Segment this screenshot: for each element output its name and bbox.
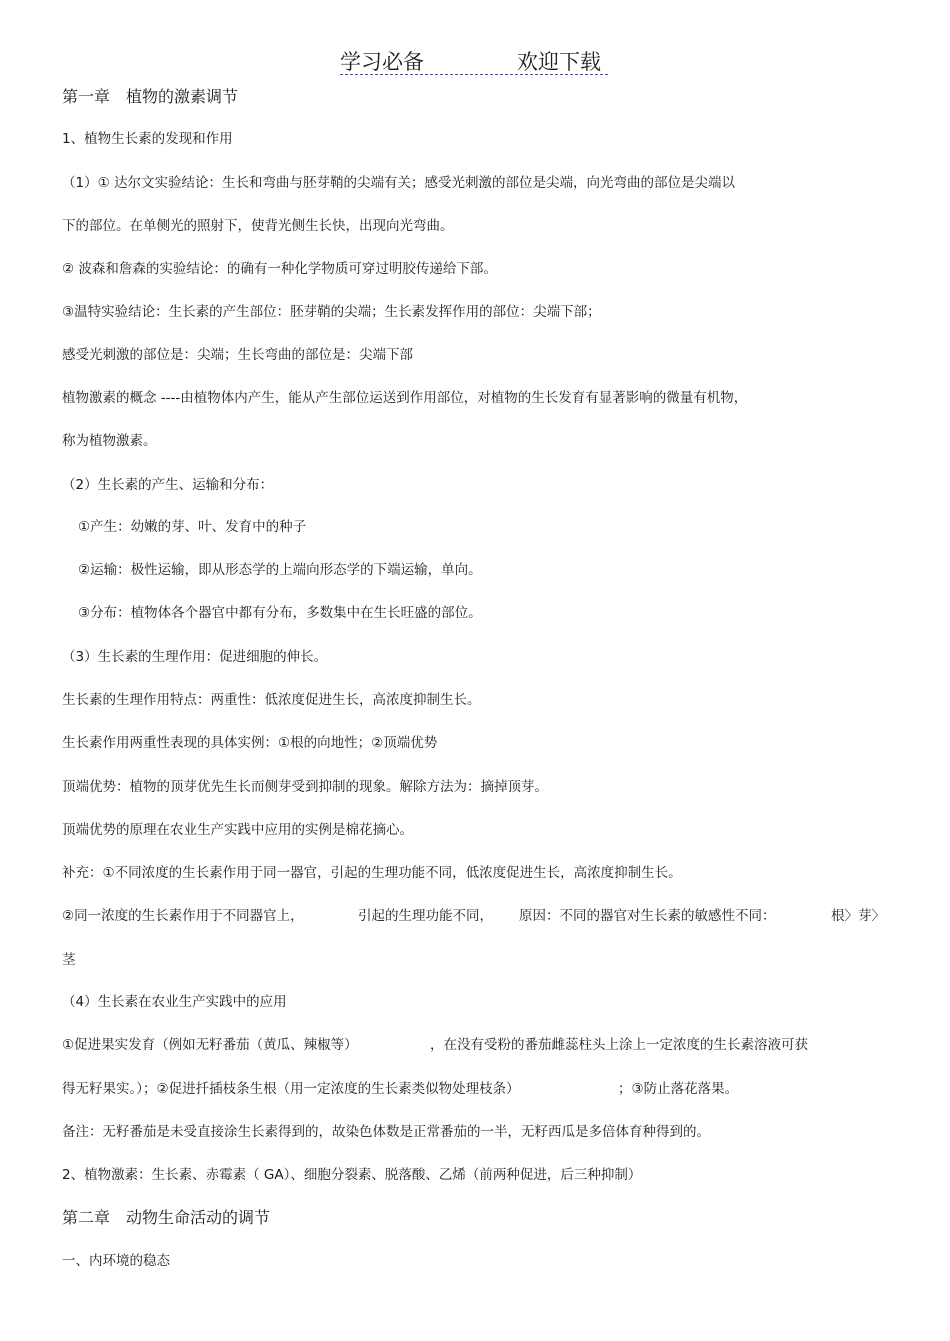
paragraph-darwin-2: 下的部位。在单侧光的照射下，使背光侧生长快，出现向光弯曲。: [62, 218, 454, 234]
paragraph-dual-nature: 生长素的生理作用特点：两重性：低浓度促进生长，高浓度抑制生长。: [62, 692, 481, 708]
paragraph-boysen-jensen: ② 波森和詹森的实验结论：的确有一种化学物质可穿过明胶传递给下部。: [62, 261, 497, 277]
list-item-production: ①产生：幼嫩的芽、叶、发育中的种子: [78, 519, 307, 535]
paragraph-supplement-2e: 茎: [62, 952, 76, 968]
paragraph-supplement-2b: 引起的生理功能不同，: [358, 908, 493, 924]
section-2-title: （2）生长素的产生、运输和分布：: [62, 477, 274, 493]
paragraph-apical-dominance: 顶端优势：植物的顶芽优先生长而侧芽受到抑制的现象。解除方法为：摘掉顶芽。: [62, 779, 548, 795]
chapter-2-title: 第二章 动物生命活动的调节: [62, 1208, 271, 1227]
paragraph-darwin-1: （1）① 达尔文实验结论：生长和弯曲与胚芽鞘的尖端有关；感受光刺激的部位是尖端，向光弯曲的部位是尖端以: [62, 175, 735, 191]
chapter-2-section-1-title: 一、内环境的稳态: [62, 1253, 170, 1269]
section-1-title: 1、植物生长素的发现和作用: [62, 131, 233, 147]
header-right-text: 欢迎下载: [517, 50, 601, 74]
paragraph-plant-hormones: 2、植物激素：生长素、赤霉素（ GA）、细胞分裂素、脱落酸、乙烯（前两种促进，后三种抑制）: [62, 1167, 642, 1183]
header-left-text: 学习必备: [340, 50, 424, 74]
paragraph-application-1a: ①促进果实发育（例如无籽番茄（黄瓜、辣椒等）: [62, 1037, 358, 1053]
paragraph-supplement-1: 补充：①不同浓度的生长素作用于同一器官，引起的生理功能不同，低浓度促进生长，高浓度抑制生长。: [62, 865, 682, 881]
page-header: [340, 46, 608, 76]
list-item-transport: ②运输：极性运输，即从形态学的上端向形态学的下端运输，单向。: [78, 562, 482, 578]
section-4-title: （4）生长素在农业生产实践中的应用: [62, 994, 287, 1010]
list-item-distribution: ③分布：植物体各个器官中都有分布，多数集中在生长旺盛的部位。: [78, 605, 482, 621]
paragraph-supplement-2c: 原因：不同的器官对生长素的敏感性不同：: [519, 908, 776, 924]
paragraph-application-1b: ，在没有受粉的番茄雌蕊柱头上涂上一定浓度的生长素溶液可获: [430, 1037, 808, 1053]
paragraph-light-sensing: 感受光刺激的部位是：尖端；生长弯曲的部位是：尖端下部: [62, 347, 413, 363]
section-3-title: （3）生长素的生理作用：促进细胞的伸长。: [62, 649, 328, 665]
paragraph-dual-examples: 生长素作用两重性表现的具体实例：①根的向地性；②顶端优势: [62, 735, 438, 751]
paragraph-supplement-2a: ②同一浓度的生长素作用于不同器官上，: [62, 908, 304, 924]
paragraph-went: ③温特实验结论：生长素的产生部位：胚芽鞘的尖端；生长素发挥作用的部位：尖端下部；: [62, 304, 601, 320]
paragraph-note: 备注：无籽番茄是未受直接涂生长素得到的，故染色体数是正常番茄的一半，无籽西瓜是多倍体育种得到的。: [62, 1124, 710, 1140]
paragraph-hormone-concept-1: 植物激素的概念 ----由植物体内产生，能从产生部位运送到作用部位，对植物的生长发育有显著影响的微量有机物，: [62, 390, 748, 406]
paragraph-apical-application: 顶端优势的原理在农业生产实践中应用的实例是棉花摘心。: [62, 822, 413, 838]
paragraph-supplement-2d: 根〉芽〉: [831, 908, 885, 924]
paragraph-application-2a: 得无籽果实。）；②促进扦插枝条生根（用一定浓度的生长素类似物处理枝条）: [62, 1081, 520, 1097]
paragraph-hormone-concept-2: 称为植物激素。: [62, 433, 157, 449]
paragraph-application-2b: ；③防止落花落果。: [618, 1081, 739, 1097]
chapter-1-title: 第一章 植物的激素调节: [62, 87, 239, 106]
header-underline: [340, 74, 608, 75]
